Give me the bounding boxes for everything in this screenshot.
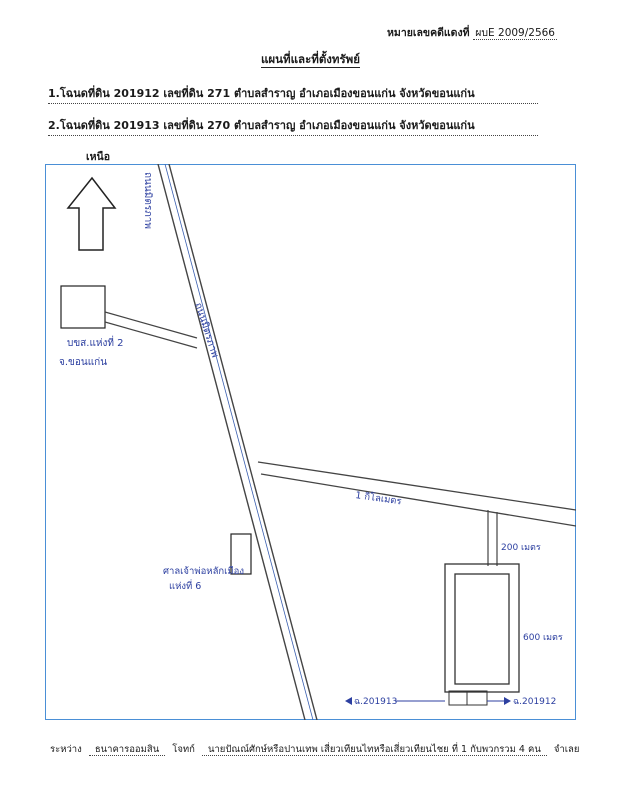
- location-map: [45, 164, 576, 720]
- side-road-label: 1 กิโลเมตร: [354, 490, 403, 508]
- distance-label-2: 600 เมตร: [523, 633, 563, 643]
- north-label: เหนือ: [86, 151, 110, 163]
- north-arrow-icon: [68, 178, 115, 250]
- land-plot: [445, 564, 519, 692]
- between-label: ระหว่าง: [50, 744, 82, 755]
- building-2-label: ศาลเจ้าพ่อหลักเมือง: [163, 566, 244, 577]
- page-title: แผนที่และที่ตั้งทรัพย์: [261, 52, 360, 66]
- deed-line-2: 2.โฉนดที่ดิน 201913 เลขที่ดิน 270 ตำบลสำราญ อำเภอเมืองขอนแก่น จังหวัดขอนแก่น: [48, 116, 538, 136]
- plot-label-right: ฉ.201912: [513, 697, 557, 707]
- building-1-sub: จ.ขอนแก่น: [59, 357, 108, 368]
- distance-label-1: 200 เมตร: [501, 543, 541, 553]
- road-label-mid: ถนนมิตรภาพ: [192, 301, 221, 360]
- plot-label-left: ฉ.201913: [354, 697, 398, 707]
- defendant-label: จำเลย: [553, 744, 580, 755]
- case-number-line: [387, 24, 557, 41]
- footer-parties: [46, 742, 586, 757]
- defendant-name: นายปัณณ์ศักษ์หรือปานเทพ เสี่ยวเทียนไทหรือเสี่ยวเทียนไชย ที่ 1 กับพวกรวม 4 คน: [202, 744, 547, 756]
- building-1: [61, 286, 105, 328]
- deed-line-1: 1.โฉนดที่ดิน 201912 เลขที่ดิน 271 ตำบลสำราญ อำเภอเมืองขอนแก่น จังหวัดขอนแก่น: [48, 84, 538, 104]
- plaintiff-name: ธนาคารออมสิน: [89, 744, 165, 756]
- plaintiff-label: โจทก์: [172, 744, 195, 755]
- case-number: ผบE 2009/2566: [475, 27, 555, 39]
- main-road: [158, 164, 317, 720]
- road-label-top: ถนนมิตรภาพ: [142, 172, 153, 229]
- building-1-label: บขส.แห่งที่ 2: [67, 338, 124, 349]
- case-label: หมายเลขคดีแดงที่: [386, 27, 470, 39]
- side-road: [258, 462, 576, 526]
- building-2-sub: แห่งที่ 6: [169, 581, 202, 592]
